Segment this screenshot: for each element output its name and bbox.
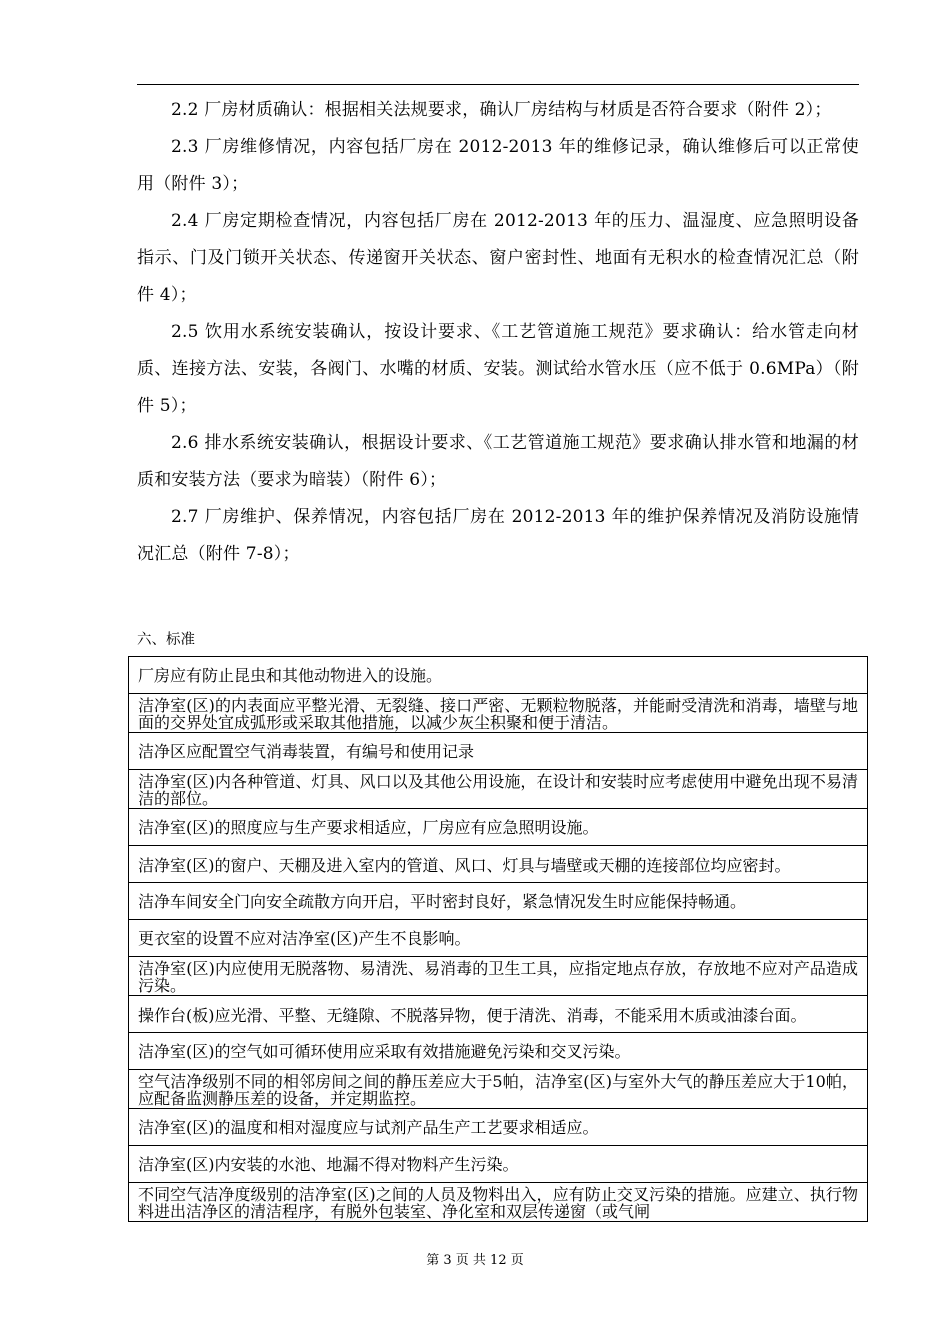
table-row bbox=[129, 846, 868, 883]
table-row bbox=[129, 920, 868, 957]
paragraph-2-3: 2.3 厂房维修情况，内容包括厂房在 2012-2013 年的维修记录，确认维修后可以正常使用（附件 3）； bbox=[137, 137, 859, 194]
paragraph-2-4: 2.4 厂房定期检查情况，内容包括厂房在 2012-2013 年的压力、温湿度、应急照明设备指示、门及门锁开关状态、传递窗开关状态、窗户密封性、地面有无积水的检查情况汇总（附件 4）； bbox=[137, 211, 859, 305]
table-row bbox=[129, 1109, 868, 1146]
header-rule bbox=[137, 84, 859, 85]
table-row bbox=[129, 657, 868, 694]
section-title: 六、标准 bbox=[137, 632, 195, 648]
standard-cell: 洁净车间安全门向安全疏散方向开启，平时密封良好，紧急情况发生时应能保持畅通。 bbox=[129, 883, 868, 920]
standard-cell: 洁净室(区)内各种管道、灯具、风口以及其他公用设施，在设计和安装时应考虑使用中避免出现不易清洁的部位。 bbox=[129, 770, 868, 809]
standard-cell: 操作台(板)应光滑、平整、无缝隙、不脱落异物，便于清洗、消毒，不能采用木质或油漆台面。 bbox=[129, 996, 868, 1033]
table-row bbox=[129, 1033, 868, 1070]
standard-cell: 洁净室(区)的内表面应平整光滑、无裂缝、接口严密、无颗粒物脱落，并能耐受清洗和消毒，墙壁与地面的交界处宜成弧形或采取其他措施，以减少灰尘积聚和便于清洁。 bbox=[129, 694, 868, 733]
paragraph-2-6: 2.6 排水系统安装确认，根据设计要求、《工艺管道施工规范》要求确认排水管和地漏的材质和安装方法（要求为暗装）（附件 6）； bbox=[137, 433, 859, 490]
standard-cell: 洁净室(区)的空气如可循环使用应采取有效措施避免污染和交叉污染。 bbox=[129, 1033, 868, 1070]
table-row bbox=[129, 694, 868, 733]
standard-cell: 更衣室的设置不应对洁净室(区)产生不良影响。 bbox=[129, 920, 868, 957]
table-row bbox=[129, 1146, 868, 1183]
body-text bbox=[137, 92, 859, 573]
standard-cell: 洁净室(区)内安装的水池、地漏不得对物料产生污染。 bbox=[129, 1146, 868, 1183]
table-row bbox=[129, 957, 868, 996]
table-row bbox=[129, 1070, 868, 1109]
table-row bbox=[129, 1183, 868, 1222]
standards-table bbox=[128, 656, 868, 1222]
table-row bbox=[129, 809, 868, 846]
standard-cell: 厂房应有防止昆虫和其他动物进入的设施。 bbox=[129, 657, 868, 694]
standard-cell: 空气洁净级别不同的相邻房间之间的静压差应大于5帕，洁净室(区)与室外大气的静压差应大于10帕，应配备监测静压差的设备，并定期监控。 bbox=[129, 1070, 868, 1109]
standard-cell: 洁净室(区)内应使用无脱落物、易清洗、易消毒的卫生工具，应指定地点存放，存放地不应对产品造成污染。 bbox=[129, 957, 868, 996]
standard-cell: 洁净区应配置空气消毒装置，有编号和使用记录 bbox=[129, 733, 868, 770]
standard-cell: 不同空气洁净度级别的洁净室(区)之间的人员及物料出入，应有防止交叉污染的措施。应建立、执行物料进出洁净区的清洁程序，有脱外包装室、净化室和双层传递窗（或气闸 bbox=[129, 1183, 868, 1222]
page-footer: 第 3 页 共 12 页 bbox=[426, 1253, 524, 1268]
standard-cell: 洁净室(区)的温度和相对湿度应与试剂产品生产工艺要求相适应。 bbox=[129, 1109, 868, 1146]
paragraph-2-7: 2.7 厂房维护、保养情况，内容包括厂房在 2012-2013 年的维护保养情况及消防设施情况汇总（附件 7-8）； bbox=[137, 507, 859, 564]
standard-cell: 洁净室(区)的照度应与生产要求相适应，厂房应有应急照明设施。 bbox=[129, 809, 868, 846]
table-row bbox=[129, 883, 868, 920]
paragraph-2-5: 2.5 饮用水系统安装确认，按设计要求、《工艺管道施工规范》要求确认：给水管走向材质、连接方法、安装，各阀门、水嘴的材质、安装。测试给水管水压（应不低于 0.6MPa）（附件 5）； bbox=[137, 322, 859, 416]
paragraph-2-2: 2.2 厂房材质确认：根据相关法规要求，确认厂房结构与材质是否符合要求（附件 2）； bbox=[171, 100, 832, 120]
table-row bbox=[129, 996, 868, 1033]
standard-cell: 洁净室(区)的窗户、天棚及进入室内的管道、风口、灯具与墙壁或天棚的连接部位均应密封。 bbox=[129, 846, 868, 883]
table-row bbox=[129, 733, 868, 770]
table-row bbox=[129, 770, 868, 809]
